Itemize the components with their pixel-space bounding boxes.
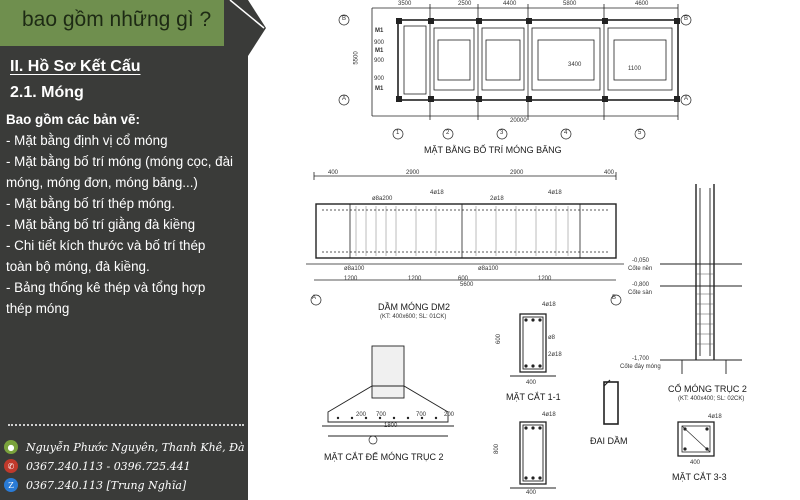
grid-col-label: 3 — [500, 130, 504, 136]
contact-zalo-text: 0367.240.113 [Trung Nghĩa] — [26, 478, 187, 492]
column-stub-elevation — [656, 184, 746, 380]
strip-foundation-plan — [338, 0, 698, 146]
sub-heading: 2.1. Móng — [10, 84, 84, 101]
beam-rebar-label: 4ø18 — [548, 190, 562, 196]
column-level-note: Cốte sàn — [628, 290, 653, 296]
plan-misc-number: 3400 — [568, 62, 582, 68]
contact-phone-text: 0367.240.113 - 0396.725.441 — [26, 459, 191, 473]
structural-drawing-sheet — [248, 0, 800, 500]
plan-mark: M1 — [375, 86, 384, 92]
grid-row-label: A — [684, 96, 689, 102]
grid-col-label: 1 — [396, 130, 400, 136]
column-level-note: Cốte nền — [628, 266, 653, 272]
section-dim: 600 — [496, 333, 503, 345]
plan-dim-top: 2500 — [458, 1, 472, 7]
section-3-3 — [672, 416, 722, 466]
contact-phone — [4, 456, 191, 476]
plan-dim-top: 5800 — [563, 1, 577, 7]
beam-dim-top: 2900 — [510, 170, 524, 176]
contact-address — [4, 437, 278, 457]
contact-zalo — [4, 475, 186, 495]
section-3-3-title: MẶT CẮT 3-3 — [672, 472, 727, 482]
grid-row-label: B — [342, 16, 347, 22]
plan-dim-top: 4400 — [503, 1, 517, 7]
plan-mark: M1 — [375, 48, 384, 54]
grid-row-label: B — [684, 16, 689, 22]
section-1-1-title: MẶT CẮT 1-1 — [506, 392, 561, 402]
beam-dim-top: 2900 — [406, 170, 420, 176]
section-dim: 400 — [690, 460, 701, 466]
drawing-list-lead: Bao gồm các bản vẽ: — [6, 112, 140, 127]
section-dim: 400 — [526, 490, 537, 496]
divider — [8, 424, 244, 426]
beam-rebar-label: 2ø18 — [490, 196, 504, 202]
beam-rebar-label: 4ø18 — [430, 190, 444, 196]
grid-col-label: 5 — [638, 130, 642, 136]
grid-col-label: 2 — [446, 130, 450, 136]
zalo-icon: Z — [4, 478, 18, 492]
plan-dim-top: 3500 — [398, 1, 412, 7]
section-rebar-callout: 4ø18 — [542, 302, 556, 308]
section-dim: 400 — [526, 380, 537, 386]
plan-dim-top: 4600 — [635, 1, 649, 7]
drawing-list-item: - Chi tiết kích thước và bố trí thép toàn bộ móng, đà kiềng. — [6, 238, 206, 274]
drawing-list-item: - Mặt bằng bố trí giằng đà kiềng — [6, 217, 196, 232]
plan-left-dim: 5500 — [353, 51, 360, 65]
drawing-list-item: - Bảng thống kê thép và tổng hợp thép móng — [6, 280, 206, 316]
location-pin-icon: ● — [4, 440, 18, 454]
plan-mark: M1 — [375, 28, 384, 34]
plan-title: MẶT BẰNG BỐ TRÍ MÓNG BĂNG — [424, 145, 562, 155]
section-rebar-callout: 4ø18 — [542, 412, 556, 418]
grid-row-label: A — [342, 96, 347, 102]
plan-left-dim: 900 — [374, 76, 385, 82]
grid-col-label: 4 — [564, 130, 568, 136]
beam-title: DẦM MÓNG DM2 — [378, 302, 450, 312]
drawing-list-item: - Mặt bằng định vị cổ móng — [6, 133, 168, 148]
drawing-list — [6, 109, 234, 319]
beam-rebar-label: ø8a100 — [478, 266, 499, 272]
section-1-1 — [504, 306, 576, 388]
beam-note: (KT: 400x600; SL: 01CK) — [380, 314, 447, 320]
plan-misc-number: 1100 — [628, 66, 641, 72]
section-2-2 — [504, 416, 576, 494]
footing-dim: 700 — [376, 412, 387, 418]
footing-dim: 700 — [416, 412, 427, 418]
plan-left-dim: 900 — [374, 40, 385, 46]
beam-dim-bottom: 1200 — [538, 276, 552, 282]
section-rebar-callout: ø8 — [548, 335, 556, 341]
slide-title: bao gồm những gì ? — [22, 8, 212, 31]
beam-dim-bottom: 600 — [458, 276, 469, 282]
beam-rebar-label: ø8a200 — [372, 196, 393, 202]
beam-rebar-label: ø8a100 — [344, 266, 365, 272]
beam-dim-top: 400 — [604, 170, 615, 176]
column-stub-note: (KT: 400x400; SL: 02CK) — [678, 396, 745, 402]
footing-dim: 200 — [356, 412, 367, 418]
title-banner — [0, 0, 248, 46]
stirrup-title: ĐAI DẦM — [590, 436, 628, 446]
beam-total-dim: 5600 — [460, 282, 474, 288]
info-sidebar — [0, 0, 279, 500]
section-dim: 800 — [494, 443, 501, 455]
drawing-list-item: - Mặt bằng bố trí thép móng. — [6, 196, 175, 211]
footing-total-dim: 1800 — [384, 423, 398, 429]
beam-stirrup — [596, 378, 626, 430]
section-rebar-callout: 4ø18 — [708, 414, 722, 420]
column-level: -0,050 — [632, 258, 650, 264]
footing-section-title: MẶT CẮT ĐẾ MÓNG TRỤC 2 — [324, 452, 444, 462]
footing-dim: 200 — [444, 412, 455, 418]
beam-dim-bottom: 1200 — [344, 276, 358, 282]
beam-dim-top: 400 — [328, 170, 339, 176]
column-level: -0,800 — [632, 282, 650, 288]
contact-address-text: Nguyễn Phước Nguyên, Thanh Khê, Đà Nẵng — [26, 440, 279, 454]
plan-total-dim: 20000 — [510, 118, 527, 124]
drawing-list-item: - Mặt bằng bố trí móng (móng cọc, đài móng, móng đơn, móng băng...) — [6, 154, 234, 190]
section-rebar-callout: 2ø18 — [548, 352, 562, 358]
plan-left-dim: 900 — [374, 58, 385, 64]
column-stub-title: CỔ MÓNG TRỤC 2 — [668, 384, 747, 394]
phone-icon: ✆ — [4, 459, 18, 473]
column-level-note: Cốte đáy móng — [620, 364, 661, 370]
grid-row-label: A — [312, 295, 317, 301]
column-level: -1,700 — [632, 356, 650, 362]
section-heading: II. Hồ Sơ Kết Cấu — [10, 58, 141, 75]
beam-dim-bottom: 1200 — [408, 276, 422, 282]
grid-row-label: B — [612, 295, 617, 301]
